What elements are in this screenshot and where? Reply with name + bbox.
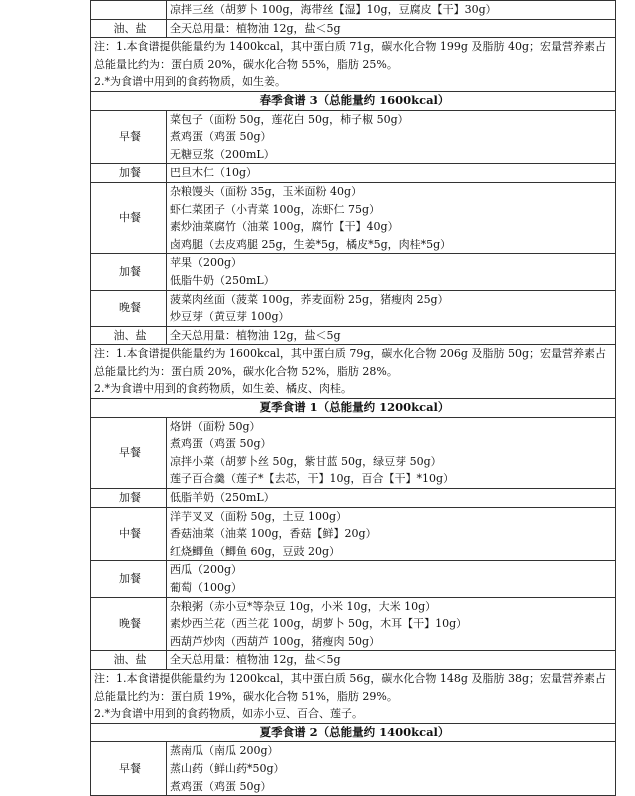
food-item: 香菇油菜（油菜 100g，香菇【鲜】20g）	[170, 527, 377, 541]
food-item: 西瓜（200g）	[170, 563, 243, 577]
food-item: 红烧鲫鱼（鲫鱼 60g，豆豉 20g）	[170, 544, 341, 558]
meal-row	[91, 254, 616, 290]
meal-items	[167, 164, 616, 183]
note-line: 注：1.本食谱提供能量约为 1200kcal，其中蛋白质 56g，碳水化合物 148g 及脂肪 38g；宏量营养素占总能量比约为：蛋白质 19%，碳水化合物 51%，脂肪 29%。	[94, 671, 606, 703]
meal-row	[91, 19, 616, 38]
section-title-row	[91, 723, 616, 742]
food-item: 烙饼（面粉 50g）	[170, 419, 261, 433]
meal-items	[167, 182, 616, 253]
nutrition-note	[91, 669, 616, 723]
note-line: 2.*为食谱中用到的食药物质，如生姜。	[94, 75, 286, 89]
meal-label: 油、盐	[91, 19, 167, 38]
meal-items	[167, 561, 616, 597]
note-line: 2.*为食谱中用到的食药物质，如赤小豆、百合、莲子。	[94, 707, 363, 721]
food-item: 低脂羊奶（250mL）	[170, 491, 275, 505]
meal-label: 早餐	[91, 110, 167, 164]
meal-label: 中餐	[91, 507, 167, 561]
meal-row	[91, 1, 616, 20]
meal-label	[91, 1, 167, 20]
nutrition-note	[91, 38, 616, 92]
food-item: 菜包子（面粉 50g，莲花白 50g，柿子椒 50g）	[170, 112, 409, 126]
food-item: 无糖豆浆（200mL）	[170, 147, 275, 161]
meal-label: 加餐	[91, 254, 167, 290]
food-item: 苹果（200g）	[170, 256, 243, 270]
meal-label: 中餐	[91, 182, 167, 253]
meal-label: 早餐	[91, 742, 167, 796]
section-title: 夏季食谱 2（总能量约 1400kcal）	[91, 723, 616, 742]
food-item: 全天总用量：植物油 12g，盐＜5g	[170, 328, 341, 342]
food-item: 炒豆芽（黄豆芽 100g）	[170, 310, 290, 324]
meal-items	[167, 417, 616, 488]
food-item: 杂粮粥（赤小豆*等杂豆 10g，小米 10g，大米 10g）	[170, 599, 437, 613]
food-item: 低脂牛奶（250mL）	[170, 273, 275, 287]
meal-items	[167, 597, 616, 651]
section-title: 春季食谱 3（总能量约 1600kcal）	[91, 91, 616, 110]
meal-row	[91, 651, 616, 670]
food-item: 虾仁菜团子（小青菜 100g，冻虾仁 75g）	[170, 202, 381, 216]
note-row	[91, 38, 616, 92]
food-item: 蒸山药（鲜山药*50g）	[170, 761, 285, 775]
note-line: 2.*为食谱中用到的食药物质，如生姜、橘皮、肉桂。	[94, 382, 352, 396]
recipe-document	[90, 0, 616, 796]
meal-items	[167, 254, 616, 290]
meal-items	[167, 489, 616, 508]
meal-label: 加餐	[91, 561, 167, 597]
meal-items	[167, 326, 616, 345]
nutrition-note	[91, 345, 616, 399]
note-line: 注：1.本食谱提供能量约为 1400kcal，其中蛋白质 71g，碳水化合物 199g 及脂肪 40g；宏量营养素占总能量比约为：蛋白质 20%，碳水化合物 55%，脂肪 25%。	[94, 40, 606, 71]
food-item: 蒸南瓜（南瓜 200g）	[170, 744, 279, 758]
food-item: 莲子百合羹（莲子*【去芯，干】10g，百合【干】*10g）	[170, 472, 455, 486]
section-title-row	[91, 399, 616, 418]
meal-row	[91, 164, 616, 183]
food-item: 煮鸡蛋（鸡蛋 50g）	[170, 437, 272, 451]
food-item: 全天总用量：植物油 12g，盐＜5g	[170, 21, 341, 35]
food-item: 卤鸡腿（去皮鸡腿 25g，生姜*5g，橘皮*5g，肉桂*5g）	[170, 237, 452, 251]
food-item: 凉拌三丝（胡萝卜 100g，海带丝【湿】10g，豆腐皮【干】30g）	[170, 3, 497, 16]
note-row	[91, 669, 616, 723]
food-item: 杂粮馒头（面粉 35g，玉米面粉 40g）	[170, 184, 363, 198]
food-item: 素炒油菜腐竹（油菜 100g，腐竹【干】40g）	[170, 220, 399, 234]
meal-label: 晚餐	[91, 290, 167, 326]
note-row	[91, 345, 616, 399]
meal-items	[167, 19, 616, 38]
meal-row	[91, 507, 616, 561]
meal-row	[91, 110, 616, 164]
meal-items	[167, 507, 616, 561]
meal-items	[167, 1, 616, 20]
meal-row	[91, 182, 616, 253]
food-item: 煮鸡蛋（鸡蛋 50g）	[170, 130, 272, 144]
meal-label: 加餐	[91, 164, 167, 183]
note-line: 注：1.本食谱提供能量约为 1600kcal，其中蛋白质 79g，碳水化合物 206g 及脂肪 50g；宏量营养素占总能量比约为：蛋白质 20%，碳水化合物 52%，脂肪 28%。	[94, 347, 606, 378]
recipe-table	[90, 0, 616, 796]
meal-label: 油、盐	[91, 326, 167, 345]
food-item: 洋芋叉叉（面粉 50g，土豆 100g）	[170, 509, 348, 523]
meal-row	[91, 489, 616, 508]
meal-label: 早餐	[91, 417, 167, 488]
meal-row	[91, 742, 616, 796]
section-title-row	[91, 91, 616, 110]
food-item: 巴旦木仁（10g）	[170, 166, 258, 180]
meal-items	[167, 110, 616, 164]
meal-label: 晚餐	[91, 597, 167, 651]
food-item: 菠菜肉丝面（菠菜 100g，荞麦面粉 25g，猪瘦肉 25g）	[170, 292, 449, 306]
food-item: 素炒西兰花（西兰花 100g，胡萝卜 50g，木耳【干】10g）	[170, 617, 468, 631]
food-item: 葡萄（100g）	[170, 581, 243, 594]
meal-label: 油、盐	[91, 651, 167, 670]
section-title: 夏季食谱 1（总能量约 1200kcal）	[91, 399, 616, 418]
food-item: 西葫芦炒肉（西葫芦 100g，猪瘦肉 50g）	[170, 634, 381, 648]
meal-label: 加餐	[91, 489, 167, 508]
meal-row	[91, 417, 616, 488]
meal-row	[91, 326, 616, 345]
meal-items	[167, 742, 616, 796]
meal-row	[91, 561, 616, 597]
meal-items	[167, 651, 616, 670]
meal-row	[91, 597, 616, 651]
food-item: 凉拌小菜（胡萝卜丝 50g，紫甘蓝 50g，绿豆芽 50g）	[170, 454, 442, 468]
food-item: 煮鸡蛋（鸡蛋 50g）	[170, 779, 272, 793]
meal-items	[167, 290, 616, 326]
food-item: 全天总用量：植物油 12g，盐＜5g	[170, 653, 341, 667]
meal-row	[91, 290, 616, 326]
